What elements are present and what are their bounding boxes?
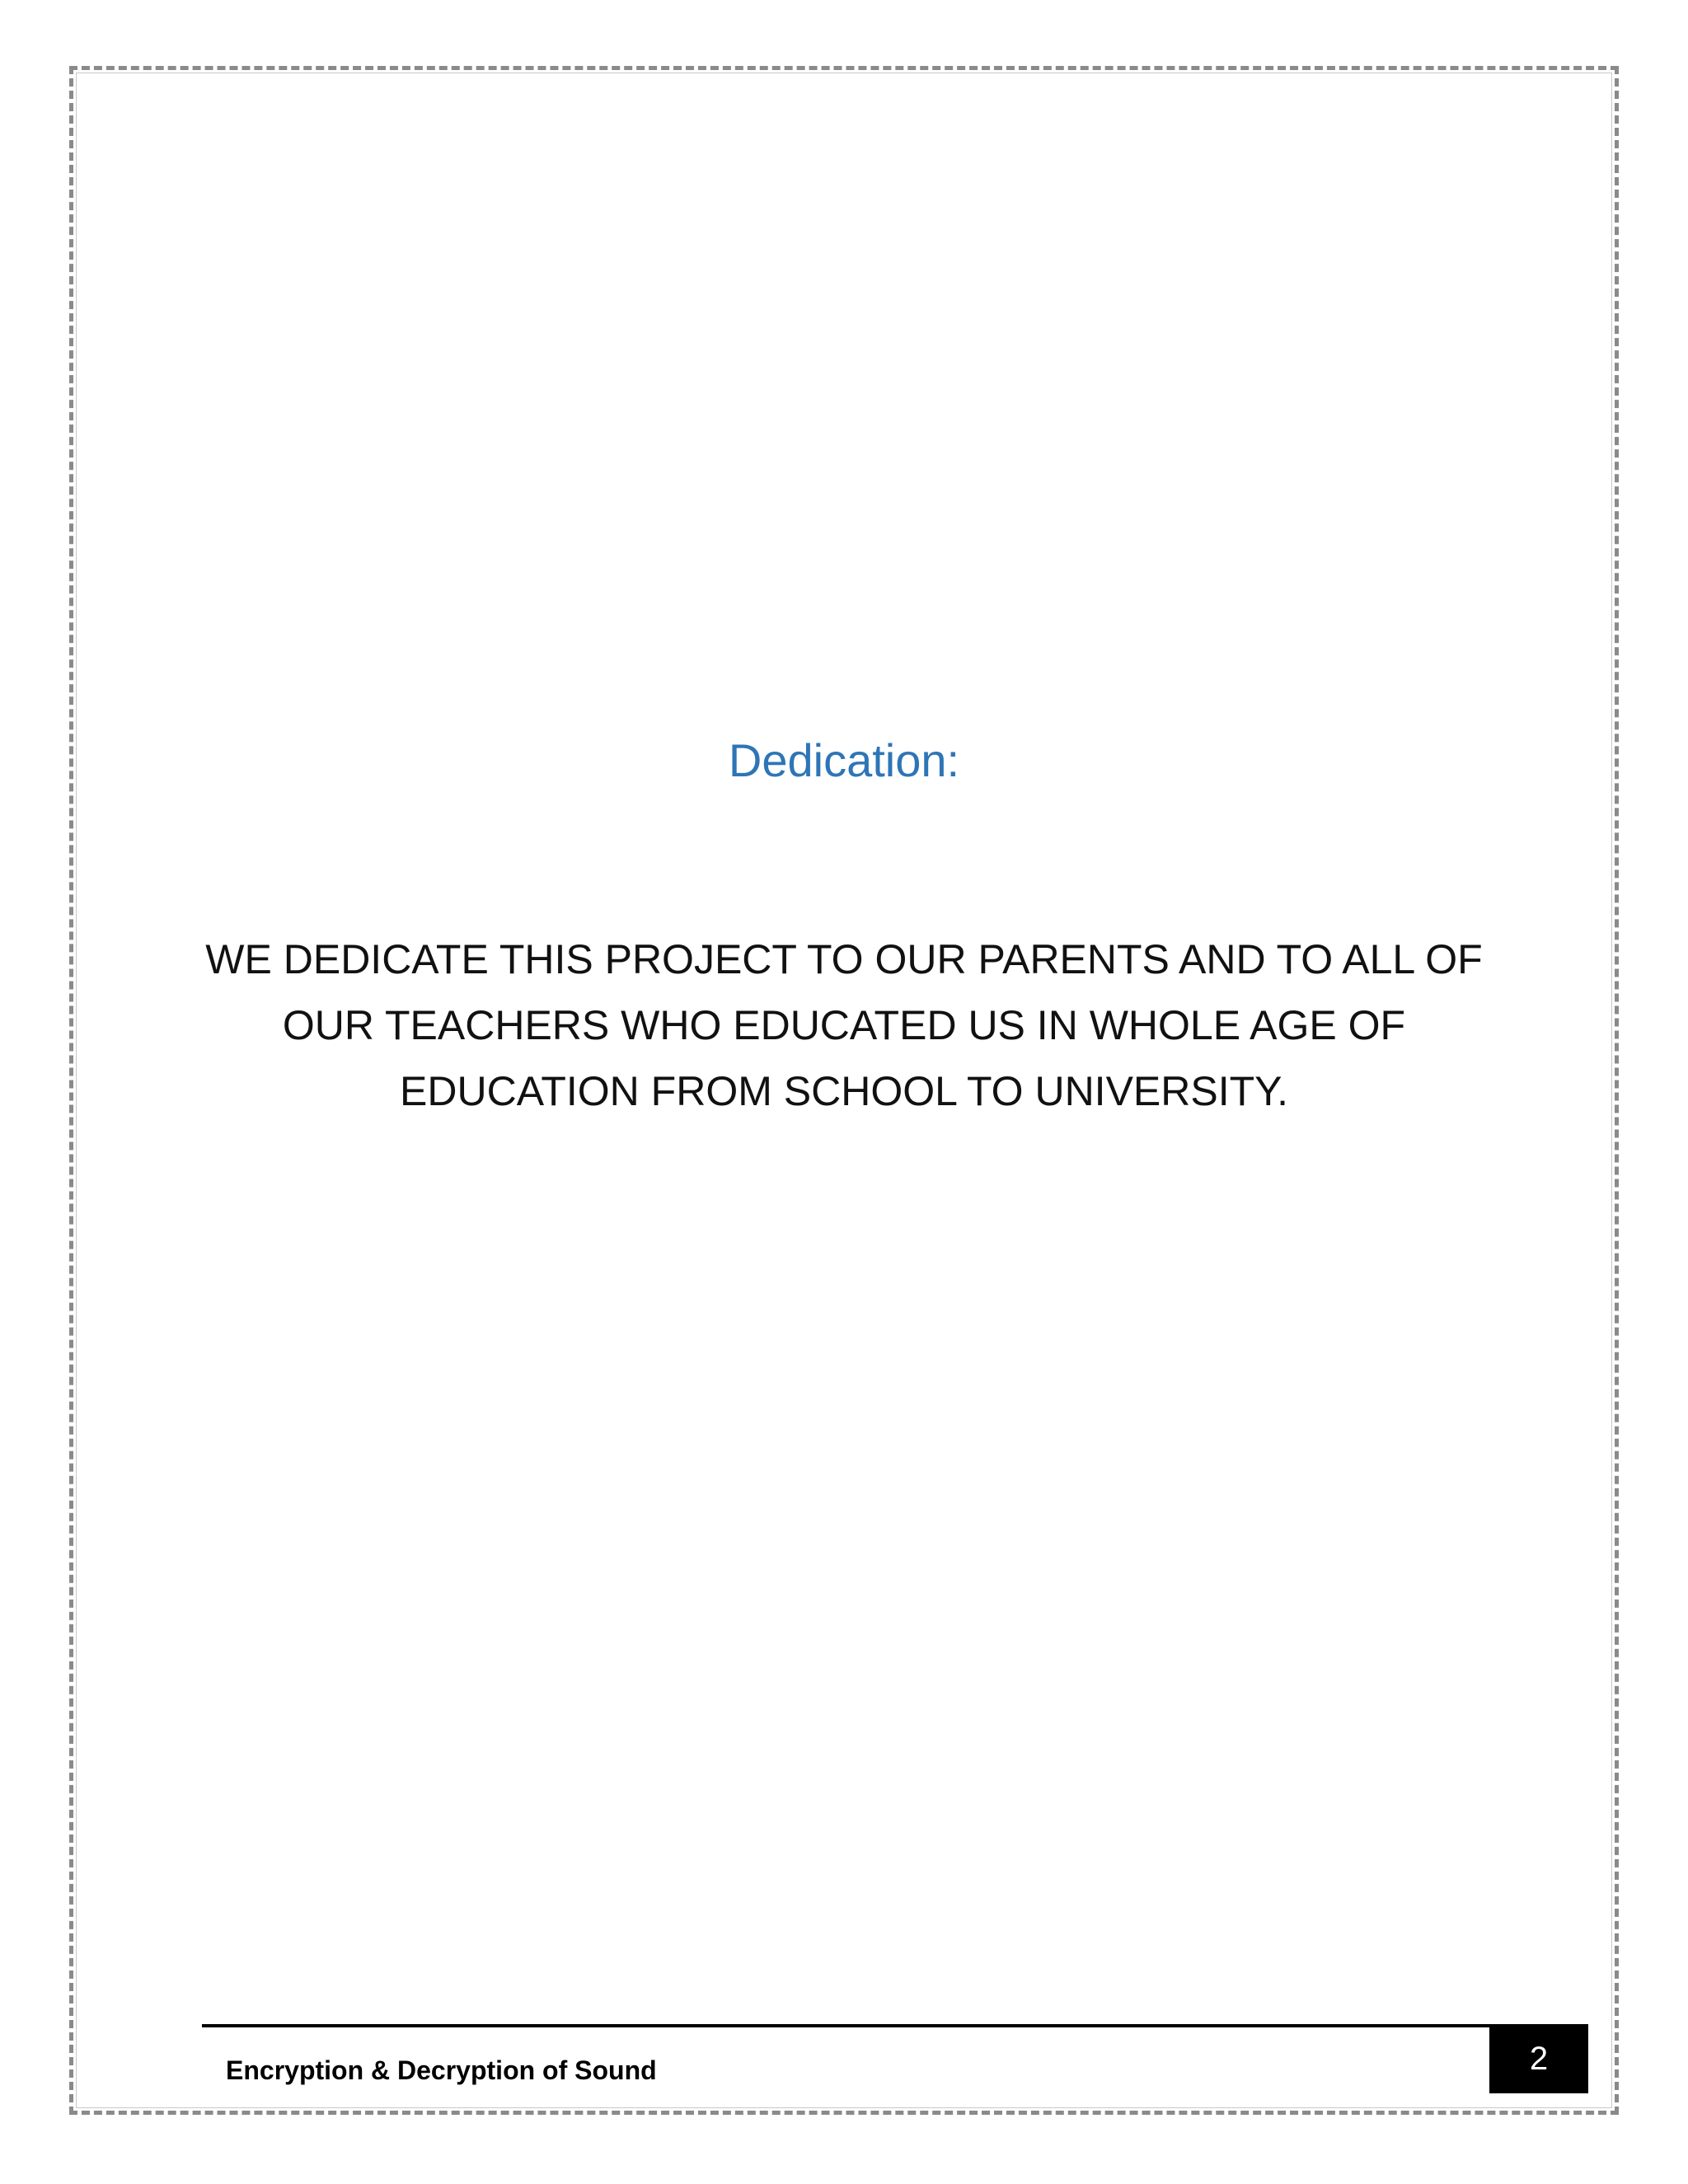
footer-rule [202, 2024, 1588, 2027]
footer-title: Encryption & Decryption of Sound [226, 2055, 657, 2085]
page-number: 2 [1489, 2024, 1588, 2093]
dedication-line: EDUCATION FROM SCHOOL TO UNIVERSITY. [400, 1068, 1288, 1114]
dedication-line: WE DEDICATE THIS PROJECT TO OUR PARENTS AND TO ALL OF [205, 936, 1483, 982]
dedication-heading: Dedication: [728, 734, 960, 786]
dedication-line: OUR TEACHERS WHO EDUCATED US IN WHOLE AGE OF [282, 1002, 1406, 1048]
dedication-text [165, 926, 1523, 1124]
